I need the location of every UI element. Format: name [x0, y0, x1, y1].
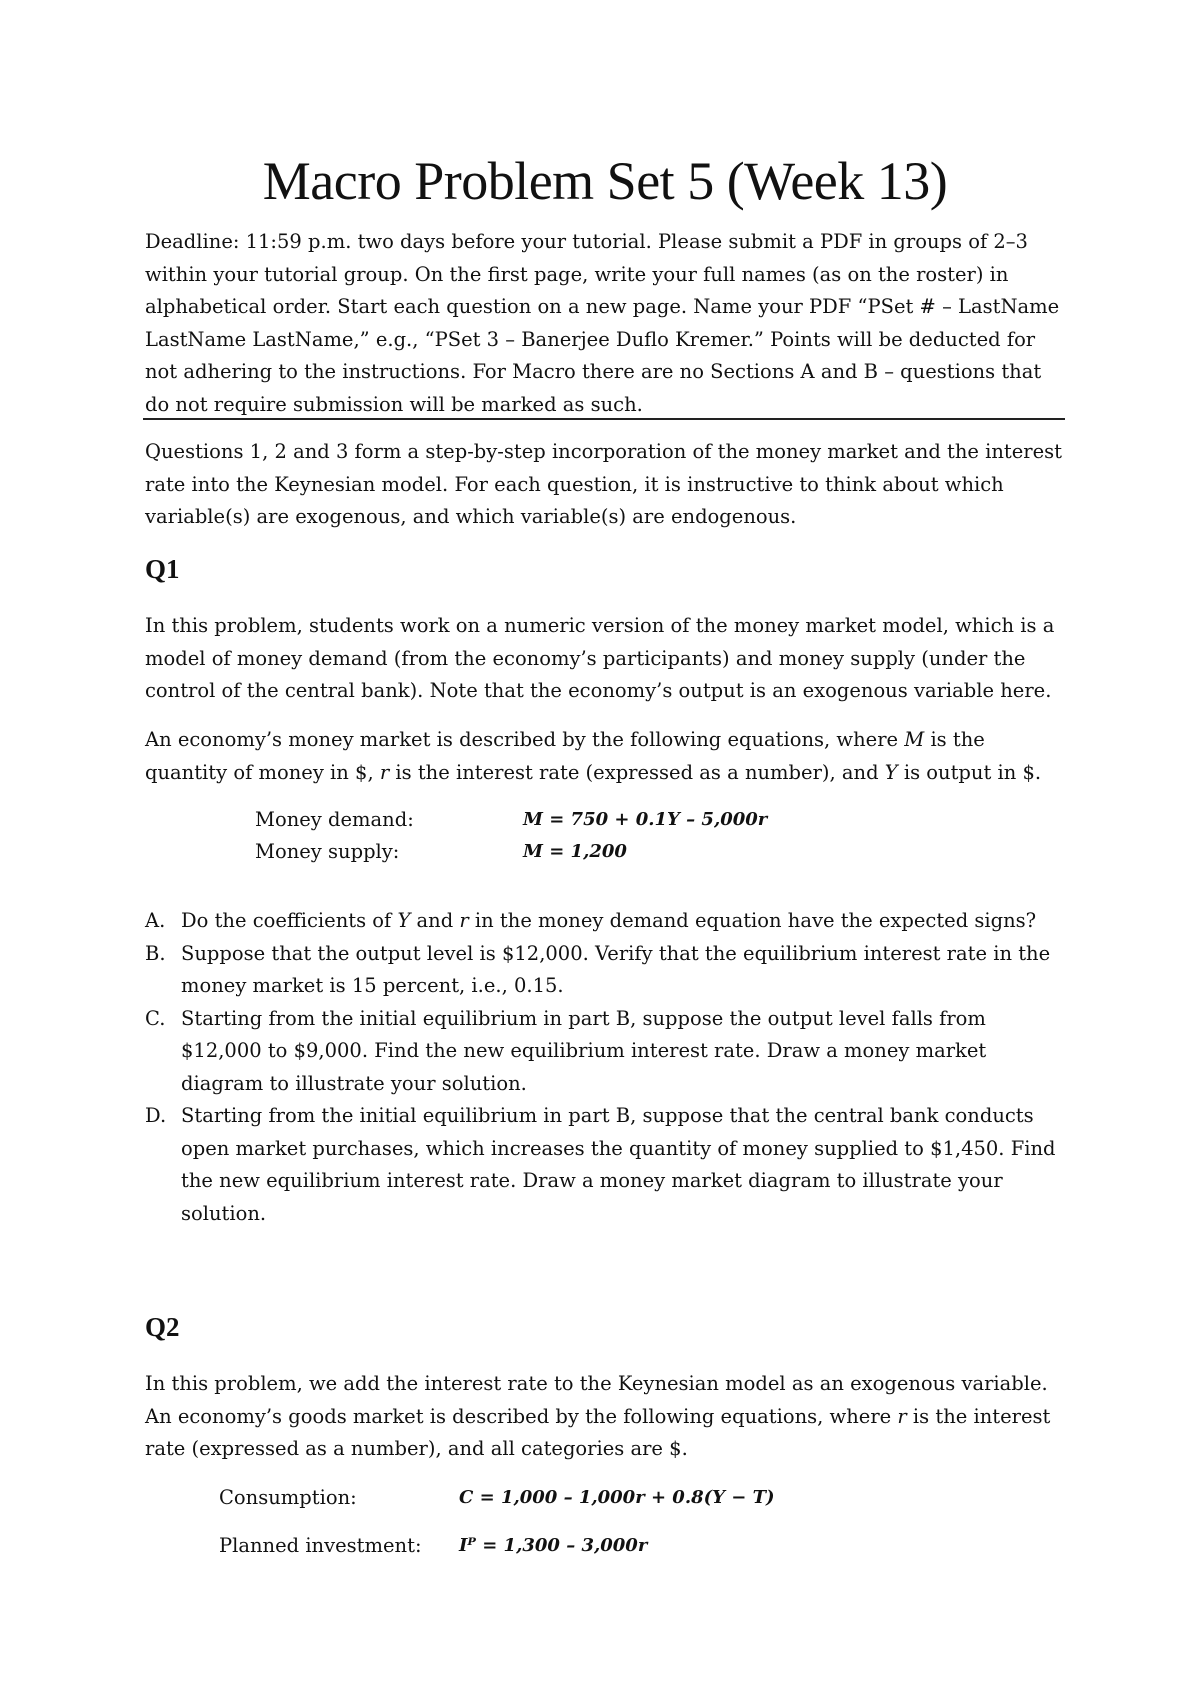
equation-formula: M = 1,200 — [523, 841, 627, 862]
list-item: A. Do the coefficients of Y and r in the money demand equation have the expected signs? — [145, 909, 1037, 932]
q1-heading: Q1 — [145, 554, 180, 584]
list-item: B. Suppose that the output level is $12,000. Verify that the equilibrium interest rate in the money market is 15 percent, i.e., 0.15. — [145, 941, 1051, 997]
q1-parts-list — [145, 905, 1065, 1230]
equation-label: Money supply: — [255, 840, 400, 863]
page-title: Macro Problem Set 5 (Week 13) — [262, 151, 948, 211]
q1-paragraph-2: An economy’s money market is described by the following equations, where M is the quantity of money in $, r is the interest rate (expressed as a number), and Y is output in $. — [145, 728, 1042, 784]
list-item: D. Starting from the initial equilibrium in part B, suppose that the central bank conducts open market purchases, which increases the quantity of money supplied to $1,450. Find the new equilibrium interest rate. Draw a money market diagram to illustrate your solution. — [145, 1104, 1056, 1225]
equation-formula: Iᴾ = 1,300 – 3,000r — [459, 1535, 648, 1556]
header-divider — [143, 418, 1065, 420]
equation-formula: M = 750 + 0.1Y – 5,000r — [523, 809, 768, 830]
intro-paragraph: Questions 1, 2 and 3 form a step-by-step incorporation of the money market and the interest rate into the Keynesian model. For each question, it is instructive to think about which variable(s) are exogenous, and which variable(s) are endogenous. — [145, 440, 1063, 528]
deadline-instructions: Deadline: 11:59 p.m. two days before your tutorial. Please submit a PDF in groups of 2–3 within your tutorial group. On the first page, write your full names (as on the roster) in alphabetical order. Start each question on a new page. Name your PDF “PSet # – LastName LastName LastName,” e.g., “PSet 3 – Banerjee Duflo Kremer.” Points will be deducted for not adhering to the instructions. For Macro there are no Sections A and B – questions that do not require submission will be marked as such. — [145, 230, 1060, 416]
equation-label: Consumption: — [219, 1486, 357, 1509]
q2-paragraph-1: In this problem, we add the interest rate to the Keynesian model as an exogenous variable. An economy’s goods market is described by the following equations, where r is the interest rate (expressed as a number), and all categories are $. — [145, 1372, 1051, 1460]
q2-heading: Q2 — [145, 1312, 180, 1342]
equation-label: Money demand: — [255, 808, 414, 831]
equation-formula: C = 1,000 – 1,000r + 0.8(Y − T) — [459, 1487, 775, 1508]
equation-label: Planned investment: — [219, 1534, 422, 1557]
q1-paragraph-1: In this problem, students work on a numeric version of the money market model, which is a model of money demand (from the economy’s participants) and money supply (under the control of the central bank). Note that the economy’s output is an exogenous variable here. — [145, 614, 1055, 702]
list-item: C. Starting from the initial equilibrium in part B, suppose the output level falls from $12,000 to $9,000. Find the new equilibrium interest rate. Draw a money market diagram to illustrate your solution. — [145, 1006, 987, 1095]
